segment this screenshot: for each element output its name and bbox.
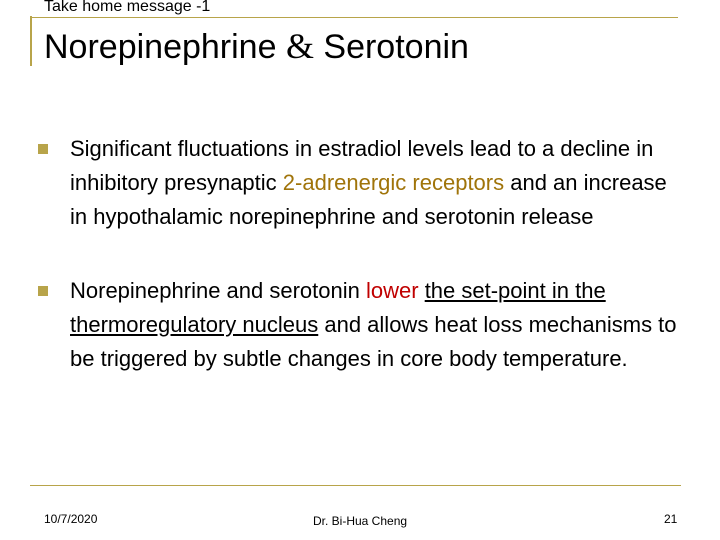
bullet-1-segment-3: and an increase in hypothalamic norepinephrine and serotonin release (70, 170, 667, 229)
footer-author: Dr. Bi-Hua Cheng (313, 514, 408, 528)
header-label: Take home message -1 (44, 0, 211, 15)
bullet-2-segment-5: and allows heat loss mechanisms to be triggered by subtle changes in core body temperature. (70, 312, 677, 371)
title-ampersand: & (285, 26, 314, 66)
title-part-1: Norepinephrine (44, 28, 286, 66)
footer-rule (30, 485, 681, 486)
bullet-text (70, 136, 667, 229)
bullet-text (70, 278, 677, 371)
bullet-list (38, 132, 678, 376)
left-accent-rule (30, 16, 32, 66)
bullet-item (38, 132, 678, 234)
square-bullet-icon (38, 144, 48, 154)
bullet-1-highlight-receptors: 2-adrenergic receptors (282, 170, 505, 195)
top-accent-rule (30, 17, 678, 18)
bullet-2-highlight-lower: lower (365, 278, 419, 303)
slide-title (44, 24, 469, 69)
bullet-2-underlined-phrase: the set-point in the thermoregulatory nucleus (70, 278, 606, 337)
bullet-2-segment-1: Norepinephrine and serotonin (70, 278, 366, 303)
bullet-1-segment-1: Significant fluctuations in estradiol levels lead to a decline in inhibitory presynaptic (70, 136, 654, 195)
title-part-2: Serotonin (313, 28, 469, 66)
footer-date: 10/7/2020 (44, 512, 98, 526)
page-number: 21 (664, 512, 678, 526)
bullet-item (38, 274, 678, 376)
square-bullet-icon (38, 286, 48, 296)
